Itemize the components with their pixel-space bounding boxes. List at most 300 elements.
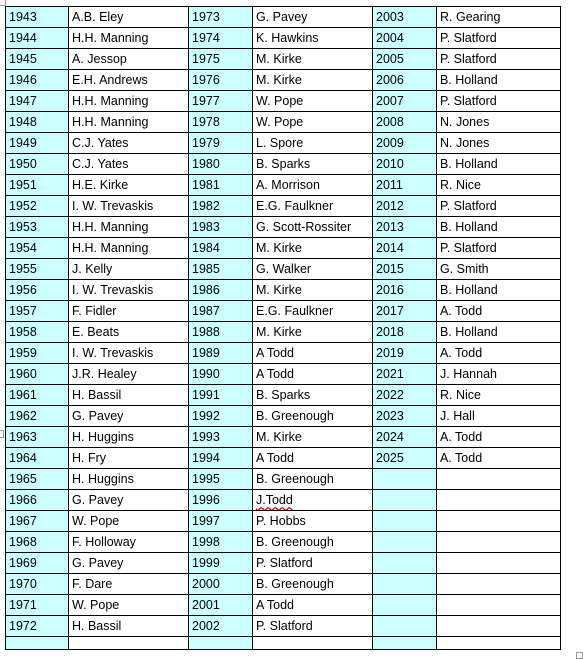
winner-cell[interactable] — [69, 469, 189, 490]
winner-name: F. Holloway — [72, 535, 136, 549]
year-cell[interactable] — [6, 175, 69, 196]
winner-name: B. Holland — [440, 325, 498, 339]
winner-cell[interactable] — [437, 469, 561, 490]
year-text: 1954 — [9, 241, 37, 255]
year-cell[interactable] — [373, 553, 437, 574]
year-cell[interactable] — [189, 385, 253, 406]
winner-cell[interactable] — [253, 217, 373, 238]
winner-name: M. Kirke — [256, 430, 302, 444]
year-text: 1978 — [192, 115, 220, 129]
winner-cell[interactable] — [253, 49, 373, 70]
year-cell[interactable] — [6, 28, 69, 49]
year-text: 2009 — [376, 136, 404, 150]
year-cell[interactable] — [373, 343, 437, 364]
winner-cell[interactable] — [437, 7, 561, 28]
winner-cell[interactable] — [253, 574, 373, 595]
year-cell[interactable] — [6, 385, 69, 406]
winner-cell[interactable] — [437, 427, 561, 448]
winner-cell[interactable] — [69, 364, 189, 385]
year-text: 1974 — [192, 31, 220, 45]
table-row — [6, 7, 561, 28]
winner-cell[interactable] — [253, 238, 373, 259]
year-cell[interactable] — [373, 574, 437, 595]
winner-name: B. Sparks — [256, 388, 311, 402]
year-text: 1971 — [9, 598, 37, 612]
winner-name: M. Kirke — [256, 73, 302, 87]
year-cell[interactable] — [373, 616, 437, 637]
year-cell[interactable] — [6, 7, 69, 28]
winner-cell[interactable] — [69, 259, 189, 280]
table-row — [6, 553, 561, 574]
year-cell[interactable] — [6, 91, 69, 112]
year-text: 1966 — [9, 493, 37, 507]
winner-name: H. Huggins — [72, 472, 134, 486]
year-cell[interactable] — [373, 637, 437, 650]
year-cell[interactable] — [373, 28, 437, 49]
winner-cell[interactable] — [69, 637, 189, 650]
year-text: 2005 — [376, 52, 404, 66]
year-cell[interactable] — [373, 217, 437, 238]
year-cell[interactable] — [189, 595, 253, 616]
winner-cell[interactable] — [437, 595, 561, 616]
year-text: 1968 — [9, 535, 37, 549]
year-cell[interactable] — [189, 343, 253, 364]
winner-cell[interactable] — [69, 595, 189, 616]
winner-cell[interactable] — [437, 238, 561, 259]
year-cell[interactable] — [189, 133, 253, 154]
winner-name: B. Greenough — [256, 409, 334, 423]
winner-name: A Todd — [256, 451, 295, 465]
year-text: 2019 — [376, 346, 404, 360]
winner-cell[interactable] — [437, 217, 561, 238]
year-cell[interactable] — [189, 259, 253, 280]
winner-name: H.H. Manning — [72, 241, 149, 255]
year-cell[interactable] — [373, 154, 437, 175]
winner-name: R. Gearing — [440, 10, 501, 24]
year-cell[interactable] — [189, 112, 253, 133]
winner-cell[interactable] — [69, 511, 189, 532]
winner-cell[interactable] — [437, 154, 561, 175]
table-row — [6, 112, 561, 133]
winner-cell[interactable] — [253, 112, 373, 133]
year-cell[interactable] — [373, 364, 437, 385]
year-cell[interactable] — [373, 91, 437, 112]
winner-name: J. Hannah — [440, 367, 497, 381]
year-text: 1994 — [192, 451, 220, 465]
year-cell[interactable] — [189, 238, 253, 259]
year-text: 2018 — [376, 325, 404, 339]
table-row — [6, 196, 561, 217]
winner-cell[interactable] — [69, 49, 189, 70]
winner-name: H.H. Manning — [72, 31, 149, 45]
year-text: 2008 — [376, 115, 404, 129]
winner-cell[interactable] — [69, 322, 189, 343]
winner-cell[interactable] — [69, 70, 189, 91]
year-text: 2021 — [376, 367, 404, 381]
winner-cell[interactable] — [69, 7, 189, 28]
winner-cell[interactable] — [437, 553, 561, 574]
winner-cell[interactable] — [437, 574, 561, 595]
winner-cell[interactable] — [437, 175, 561, 196]
year-cell[interactable] — [373, 238, 437, 259]
winner-cell[interactable] — [253, 511, 373, 532]
year-cell[interactable] — [189, 532, 253, 553]
year-cell[interactable] — [189, 406, 253, 427]
year-text: 1976 — [192, 73, 220, 87]
winner-name: G. Walker — [256, 262, 312, 276]
year-cell[interactable] — [189, 322, 253, 343]
year-cell[interactable] — [6, 70, 69, 91]
year-cell[interactable] — [6, 595, 69, 616]
winner-cell[interactable] — [437, 637, 561, 650]
winner-cell[interactable] — [437, 406, 561, 427]
winner-name: H.E. Kirke — [72, 178, 129, 192]
winner-name: A. Todd — [440, 304, 483, 318]
winner-cell[interactable] — [69, 112, 189, 133]
table-row — [6, 49, 561, 70]
winner-cell[interactable] — [437, 385, 561, 406]
winner-cell[interactable] — [437, 259, 561, 280]
winner-cell[interactable] — [437, 343, 561, 364]
year-cell[interactable] — [373, 7, 437, 28]
year-cell[interactable] — [373, 322, 437, 343]
year-text: 1965 — [9, 472, 37, 486]
winner-name: B. Holland — [440, 220, 498, 234]
year-text: 2010 — [376, 157, 404, 171]
winner-cell[interactable] — [437, 532, 561, 553]
winner-cell[interactable] — [69, 154, 189, 175]
year-cell[interactable] — [189, 469, 253, 490]
winner-cell[interactable] — [437, 490, 561, 511]
table-row — [6, 259, 561, 280]
year-cell[interactable] — [6, 49, 69, 70]
winner-name: M. Kirke — [256, 283, 302, 297]
winner-name: P. Slatford — [440, 31, 497, 45]
year-cell[interactable] — [189, 154, 253, 175]
winner-cell[interactable] — [437, 28, 561, 49]
winner-cell[interactable] — [69, 196, 189, 217]
year-cell[interactable] — [189, 553, 253, 574]
winner-cell[interactable] — [69, 532, 189, 553]
winner-cell[interactable] — [253, 322, 373, 343]
winner-name: B. Holland — [440, 283, 498, 297]
winner-cell[interactable] — [253, 532, 373, 553]
winner-cell[interactable] — [253, 427, 373, 448]
year-cell[interactable] — [6, 553, 69, 574]
winner-cell[interactable] — [69, 427, 189, 448]
year-cell[interactable] — [189, 574, 253, 595]
winner-name: A. Todd — [440, 451, 483, 465]
year-text: 1998 — [192, 535, 220, 549]
winner-name: N. Jones — [440, 115, 490, 129]
winner-name: M. Kirke — [256, 52, 302, 66]
winner-cell[interactable] — [437, 301, 561, 322]
winner-cell[interactable] — [69, 385, 189, 406]
winner-cell[interactable] — [437, 49, 561, 70]
winner-cell[interactable] — [253, 385, 373, 406]
winner-cell[interactable] — [69, 553, 189, 574]
winner-cell[interactable] — [69, 280, 189, 301]
year-text: 2025 — [376, 451, 404, 465]
year-text: 1983 — [192, 220, 220, 234]
table-row — [6, 238, 561, 259]
year-cell[interactable] — [6, 259, 69, 280]
year-cell[interactable] — [189, 637, 253, 650]
year-text: 2000 — [192, 577, 220, 591]
winners-table — [5, 6, 561, 650]
winner-cell[interactable] — [253, 595, 373, 616]
year-cell[interactable] — [6, 238, 69, 259]
year-cell[interactable] — [189, 448, 253, 469]
year-cell[interactable] — [6, 112, 69, 133]
winner-cell[interactable] — [253, 7, 373, 28]
winner-cell[interactable] — [253, 490, 373, 511]
year-cell[interactable] — [6, 154, 69, 175]
year-cell[interactable] — [189, 301, 253, 322]
year-cell[interactable] — [6, 532, 69, 553]
year-cell[interactable] — [373, 427, 437, 448]
year-text: 1943 — [9, 10, 37, 24]
year-cell[interactable] — [6, 196, 69, 217]
winner-cell[interactable] — [253, 133, 373, 154]
year-cell[interactable] — [6, 217, 69, 238]
year-text: 1993 — [192, 430, 220, 444]
year-cell[interactable] — [373, 280, 437, 301]
year-text: 2006 — [376, 73, 404, 87]
year-text: 1973 — [192, 10, 220, 24]
winner-name: H.H. Manning — [72, 115, 149, 129]
winner-cell[interactable] — [253, 406, 373, 427]
year-cell[interactable] — [373, 448, 437, 469]
year-cell[interactable] — [373, 532, 437, 553]
winner-name: L. Spore — [256, 136, 304, 150]
year-cell[interactable] — [373, 406, 437, 427]
year-cell[interactable] — [373, 196, 437, 217]
winner-name: C.J. Yates — [72, 136, 129, 150]
year-cell[interactable] — [189, 7, 253, 28]
winner-cell[interactable] — [253, 637, 373, 650]
winner-cell[interactable] — [253, 448, 373, 469]
winner-cell[interactable] — [253, 154, 373, 175]
winner-cell[interactable] — [437, 196, 561, 217]
year-text: 1988 — [192, 325, 220, 339]
table-row — [6, 532, 561, 553]
winner-cell[interactable] — [437, 70, 561, 91]
winner-cell[interactable] — [253, 469, 373, 490]
winner-name: H. Fry — [72, 451, 107, 465]
winner-name: G. Pavey — [72, 493, 124, 507]
winner-cell[interactable] — [69, 238, 189, 259]
winner-name: E. Beats — [72, 325, 120, 339]
year-cell[interactable] — [6, 448, 69, 469]
year-text: 1999 — [192, 556, 220, 570]
year-cell[interactable] — [6, 574, 69, 595]
winner-cell[interactable] — [69, 616, 189, 637]
table-row — [6, 343, 561, 364]
year-text: 1995 — [192, 472, 220, 486]
winner-cell[interactable] — [69, 490, 189, 511]
year-text: 2017 — [376, 304, 404, 318]
year-cell[interactable] — [373, 70, 437, 91]
winner-name: P. Slatford — [440, 52, 497, 66]
year-text: 1956 — [9, 283, 37, 297]
year-text: 1982 — [192, 199, 220, 213]
year-cell[interactable] — [6, 133, 69, 154]
winner-cell[interactable] — [437, 133, 561, 154]
year-text: 1944 — [9, 31, 37, 45]
year-cell[interactable] — [6, 280, 69, 301]
year-cell[interactable] — [373, 175, 437, 196]
year-cell[interactable] — [189, 280, 253, 301]
year-cell[interactable] — [373, 595, 437, 616]
year-cell[interactable] — [189, 511, 253, 532]
year-cell[interactable] — [373, 385, 437, 406]
winner-cell[interactable] — [69, 175, 189, 196]
year-cell[interactable] — [189, 490, 253, 511]
year-text: 2022 — [376, 388, 404, 402]
year-cell[interactable] — [6, 322, 69, 343]
winner-cell[interactable] — [437, 511, 561, 532]
year-text: 1962 — [9, 409, 37, 423]
year-text: 1987 — [192, 304, 220, 318]
winner-name: N. Jones — [440, 136, 490, 150]
winner-name: W. Pope — [72, 514, 120, 528]
winner-cell[interactable] — [69, 574, 189, 595]
winner-cell[interactable] — [437, 616, 561, 637]
year-text: 1972 — [9, 619, 37, 633]
year-cell[interactable] — [189, 49, 253, 70]
year-text: 2014 — [376, 241, 404, 255]
year-cell[interactable] — [6, 637, 69, 650]
table-resize-handle[interactable] — [576, 652, 583, 659]
year-cell[interactable] — [373, 301, 437, 322]
table-row — [6, 574, 561, 595]
winner-cell[interactable] — [437, 112, 561, 133]
table-row — [6, 448, 561, 469]
winner-cell[interactable] — [69, 343, 189, 364]
winner-name: K. Hawkins — [256, 31, 319, 45]
year-cell[interactable] — [6, 616, 69, 637]
winner-cell[interactable] — [437, 280, 561, 301]
year-cell[interactable] — [189, 364, 253, 385]
winner-cell[interactable] — [253, 616, 373, 637]
table-row — [6, 28, 561, 49]
year-cell[interactable] — [189, 175, 253, 196]
winner-cell[interactable] — [253, 259, 373, 280]
year-text: 1997 — [192, 514, 220, 528]
year-text: 1961 — [9, 388, 37, 402]
year-cell[interactable] — [6, 427, 69, 448]
year-text: 1945 — [9, 52, 37, 66]
winner-name: G. Smith — [440, 262, 489, 276]
winner-cell[interactable] — [69, 406, 189, 427]
winner-cell[interactable] — [253, 28, 373, 49]
winner-name: P. Slatford — [440, 94, 497, 108]
year-text: 2013 — [376, 220, 404, 234]
winner-cell[interactable] — [69, 28, 189, 49]
winner-cell[interactable] — [253, 91, 373, 112]
winner-cell[interactable] — [253, 364, 373, 385]
table-row — [6, 511, 561, 532]
year-text: 1989 — [192, 346, 220, 360]
year-cell[interactable] — [6, 490, 69, 511]
winner-cell[interactable] — [69, 133, 189, 154]
table-row — [6, 595, 561, 616]
winner-cell[interactable] — [437, 91, 561, 112]
winner-cell[interactable] — [253, 196, 373, 217]
winner-cell[interactable] — [253, 280, 373, 301]
table-row — [6, 133, 561, 154]
winner-cell[interactable] — [253, 343, 373, 364]
year-cell[interactable] — [373, 49, 437, 70]
year-cell[interactable] — [373, 112, 437, 133]
year-text: 1970 — [9, 577, 37, 591]
winner-cell[interactable] — [253, 301, 373, 322]
year-cell[interactable] — [6, 343, 69, 364]
winner-cell[interactable] — [69, 91, 189, 112]
winner-name: R. Nice — [440, 178, 481, 192]
winner-name: B. Holland — [440, 157, 498, 171]
year-cell[interactable] — [189, 28, 253, 49]
year-cell[interactable] — [373, 469, 437, 490]
winner-name: B. Holland — [440, 73, 498, 87]
winner-cell[interactable] — [437, 364, 561, 385]
year-text: 1950 — [9, 157, 37, 171]
year-text: 1953 — [9, 220, 37, 234]
year-text: 2011 — [376, 178, 403, 192]
winner-cell[interactable] — [253, 70, 373, 91]
year-cell[interactable] — [189, 196, 253, 217]
year-text: 1969 — [9, 556, 37, 570]
winner-name: J.R. Healey — [72, 367, 137, 381]
table-row — [6, 490, 561, 511]
year-cell[interactable] — [189, 427, 253, 448]
year-text: 1958 — [9, 325, 37, 339]
year-cell[interactable] — [373, 133, 437, 154]
year-cell[interactable] — [373, 511, 437, 532]
year-text: 2016 — [376, 283, 404, 297]
year-text: 2003 — [376, 10, 404, 24]
year-cell[interactable] — [189, 70, 253, 91]
winner-cell[interactable] — [437, 448, 561, 469]
year-cell[interactable] — [6, 511, 69, 532]
table-row — [6, 637, 561, 650]
year-text: 1952 — [9, 199, 37, 213]
year-text: 1990 — [192, 367, 220, 381]
winner-cell[interactable] — [69, 217, 189, 238]
year-cell[interactable] — [189, 616, 253, 637]
year-cell[interactable] — [189, 91, 253, 112]
winner-cell[interactable] — [253, 175, 373, 196]
winner-cell[interactable] — [69, 448, 189, 469]
table-row — [6, 70, 561, 91]
winner-name: A. Todd — [440, 430, 483, 444]
year-cell[interactable] — [6, 301, 69, 322]
table-row — [6, 427, 561, 448]
winner-cell[interactable] — [437, 322, 561, 343]
year-cell[interactable] — [189, 217, 253, 238]
winner-name: H.H. Manning — [72, 94, 149, 108]
table-row — [6, 364, 561, 385]
year-cell[interactable] — [373, 259, 437, 280]
winner-cell[interactable] — [253, 553, 373, 574]
year-cell[interactable] — [6, 406, 69, 427]
year-cell[interactable] — [6, 364, 69, 385]
year-cell[interactable] — [373, 490, 437, 511]
winner-cell[interactable] — [69, 301, 189, 322]
winner-name: B. Greenough — [256, 472, 334, 486]
year-cell[interactable] — [6, 469, 69, 490]
